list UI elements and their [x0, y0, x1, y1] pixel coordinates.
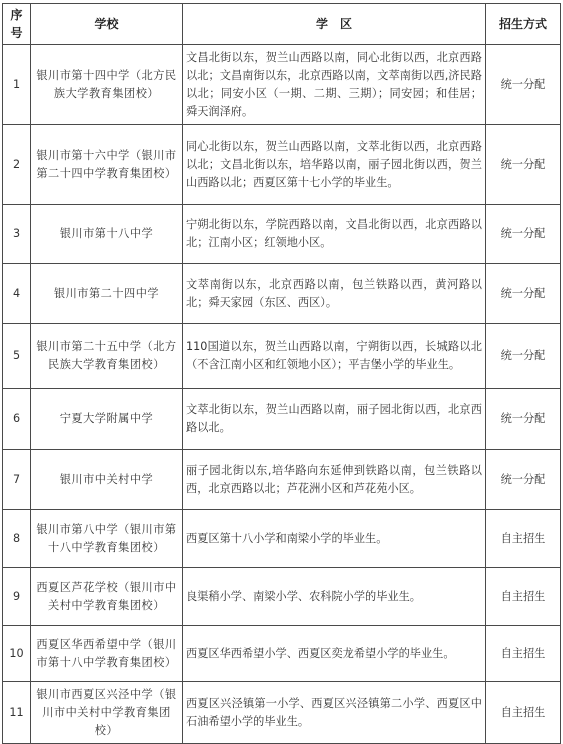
- table-row: [3, 568, 561, 626]
- table-row: [3, 324, 561, 389]
- header-no: 序号: [3, 4, 31, 45]
- cell-method: 统一分配: [486, 205, 561, 264]
- cell-no: 9: [3, 568, 31, 626]
- cell-district: 西夏区第十八小学和南梁小学的毕业生。: [183, 510, 486, 568]
- cell-no: 10: [3, 626, 31, 682]
- cell-no: 5: [3, 324, 31, 389]
- cell-district: 良渠稍小学、南梁小学、农科院小学的毕业生。: [183, 568, 486, 626]
- cell-school: 银川市第八中学（银川市第十八中学教育集团校）: [31, 510, 183, 568]
- cell-no: 11: [3, 682, 31, 744]
- table-row: [3, 205, 561, 264]
- cell-school: 银川市第二十四中学: [31, 264, 183, 324]
- table-row: [3, 626, 561, 682]
- cell-no: 8: [3, 510, 31, 568]
- cell-method: 自主招生: [486, 510, 561, 568]
- cell-school: 银川市第十八中学: [31, 205, 183, 264]
- cell-school: 西夏区芦花学校（银川市中关村中学教育集团校）: [31, 568, 183, 626]
- cell-school: 宁夏大学附属中学: [31, 389, 183, 450]
- cell-no: 3: [3, 205, 31, 264]
- cell-no: 2: [3, 125, 31, 205]
- cell-method: 自主招生: [486, 568, 561, 626]
- cell-school: 西夏区华西希望中学（银川市第十八中学教育集团校）: [31, 626, 183, 682]
- table-row: [3, 264, 561, 324]
- cell-method: 自主招生: [486, 626, 561, 682]
- cell-method: 统一分配: [486, 450, 561, 510]
- cell-district: 文昌北街以东，贺兰山西路以南，同心北街以西，北京西路以北；文昌南街以东，北京西路以南，文萃南街以西,济民路以北；同安小区（一期、二期、三期）；同安园；和佳居；舜天润泽府。: [183, 45, 486, 125]
- cell-method: 统一分配: [486, 45, 561, 125]
- cell-district: 文萃北街以东，贺兰山西路以南，丽子园北街以西，北京西路以北。: [183, 389, 486, 450]
- table-header-row: [3, 4, 561, 45]
- cell-no: 1: [3, 45, 31, 125]
- cell-method: 统一分配: [486, 324, 561, 389]
- cell-district: 同心北街以东，贺兰山西路以南，文萃北街以西，北京西路以北；文昌北街以东，培华路以南，丽子园北街以西，贺兰山西路以北；西夏区第十七小学的毕业生。: [183, 125, 486, 205]
- cell-district: 宁朔北街以东，学院西路以南，文昌北街以西，北京西路以北；江南小区；红领地小区。: [183, 205, 486, 264]
- cell-district: 西夏区兴泾镇第一小学、西夏区兴泾镇第二小学、西夏区中石油希望小学的毕业生。: [183, 682, 486, 744]
- cell-method: 统一分配: [486, 125, 561, 205]
- cell-school: 银川市中关村中学: [31, 450, 183, 510]
- enrollment-table: [2, 3, 561, 744]
- table-row: [3, 510, 561, 568]
- header-district: 学 区: [183, 4, 486, 45]
- cell-school: 银川市第二十五中学（北方民族大学教育集团校）: [31, 324, 183, 389]
- cell-district: 丽子园北街以东,培华路向东延伸到铁路以南，包兰铁路以西，北京西路以北；芦花洲小区和芦花苑小区。: [183, 450, 486, 510]
- table-row: [3, 450, 561, 510]
- table-row: [3, 45, 561, 125]
- cell-district: 110国道以东，贺兰山西路以南，宁朔街以西，长城路以北（不含江南小区和红领地小区）；平吉堡小学的毕业生。: [183, 324, 486, 389]
- cell-district: 西夏区华西希望小学、西夏区奕龙希望小学的毕业生。: [183, 626, 486, 682]
- cell-no: 6: [3, 389, 31, 450]
- table-row: [3, 389, 561, 450]
- cell-school: 银川市西夏区兴泾中学（银川市中关村中学教育集团校）: [31, 682, 183, 744]
- cell-no: 7: [3, 450, 31, 510]
- cell-method: 统一分配: [486, 264, 561, 324]
- cell-district: 文萃南街以东，北京西路以南，包兰铁路以西，黄河路以北；舜天家园（东区、西区）。: [183, 264, 486, 324]
- table-row: [3, 682, 561, 744]
- header-school: 学校: [31, 4, 183, 45]
- header-method: 招生方式: [486, 4, 561, 45]
- cell-method: 统一分配: [486, 389, 561, 450]
- cell-method: 自主招生: [486, 682, 561, 744]
- cell-no: 4: [3, 264, 31, 324]
- table-row: [3, 125, 561, 205]
- cell-school: 银川市第十六中学（银川市第二十四中学教育集团校）: [31, 125, 183, 205]
- cell-school: 银川市第十四中学（北方民族大学教育集团校）: [31, 45, 183, 125]
